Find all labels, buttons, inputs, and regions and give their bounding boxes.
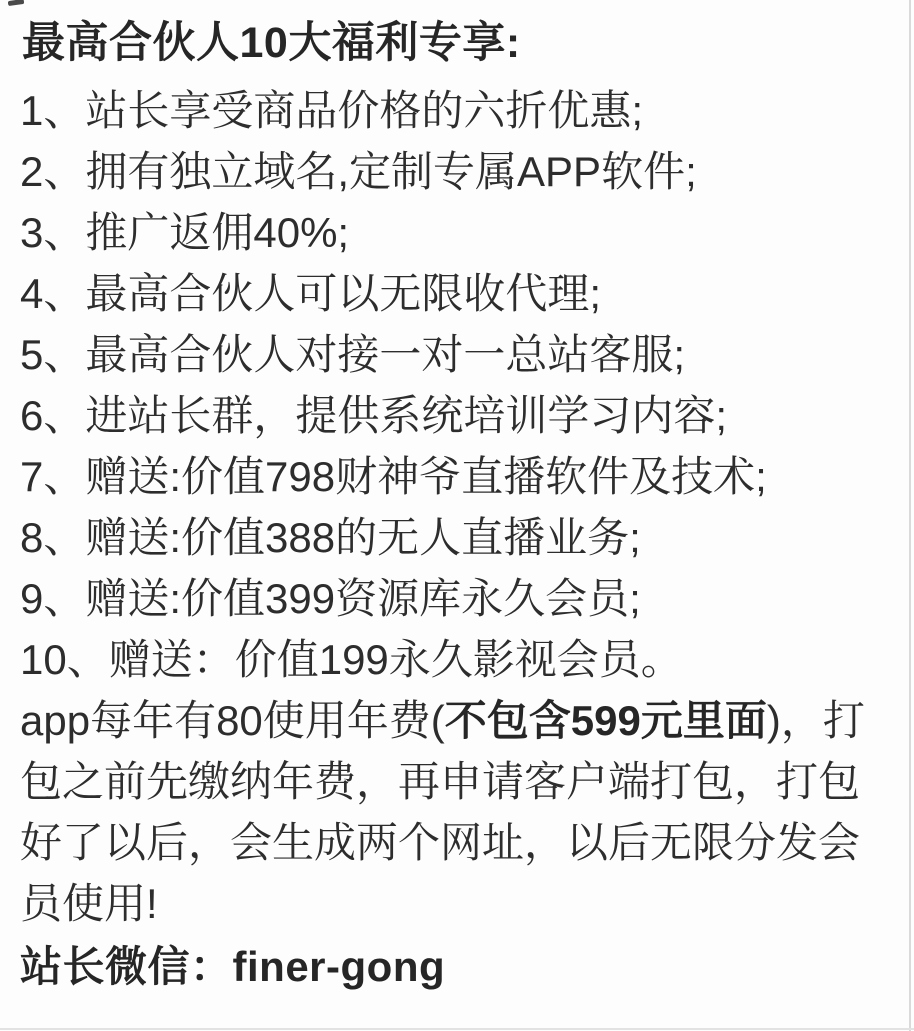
benefit-item-9: 9、赠送:价值399资源库永久会员; <box>20 575 641 622</box>
notice-title: 最高合伙人10大福利专享: <box>22 19 521 67</box>
benefit-item-2: 2、拥有独立域名,定制专属APP软件; <box>20 148 697 195</box>
note-line-4: 员使用! <box>20 880 158 927</box>
benefit-item-8: 8、赠送:价值388的无人直播业务; <box>20 514 641 561</box>
corner-artifact <box>8 0 25 6</box>
wechat-contact-line <box>20 934 904 1000</box>
benefit-item-4: 4、最高合伙人可以无限收代理; <box>20 270 602 317</box>
wechat-id: finer-gong <box>232 943 446 990</box>
note-line-1-prefix: app每年有80使用年费( <box>20 697 445 744</box>
benefit-item-6: 6、进站长群，提供系统培训学习内容; <box>20 392 728 439</box>
bottom-edge-line <box>0 1028 914 1030</box>
note-line-3: 好了以后，会生成两个网址，以后无限分发会 <box>20 819 861 866</box>
benefit-item-10: 10、赠送：价值199永久影视会员。 <box>20 636 683 683</box>
benefit-item-5: 5、最高合伙人对接一对一总站客服; <box>20 331 686 378</box>
benefit-item-7: 7、赠送:价值798财神爷直播软件及技术; <box>20 453 767 500</box>
note-line-1-bold: 不包含599元里面 <box>444 697 767 744</box>
note-line-2: 包之前先缴纳年费，再申请客户端打包，打包 <box>20 758 861 805</box>
wechat-label: 站长微信： <box>20 943 233 990</box>
benefit-item-3: 3、推广返佣40%; <box>20 209 350 256</box>
note-line-1 <box>20 690 904 751</box>
benefit-item-1: 1、站长享受商品价格的六折优惠; <box>20 87 644 134</box>
right-edge-line <box>909 0 911 1031</box>
note-line-1-suffix: )，打 <box>766 697 865 744</box>
